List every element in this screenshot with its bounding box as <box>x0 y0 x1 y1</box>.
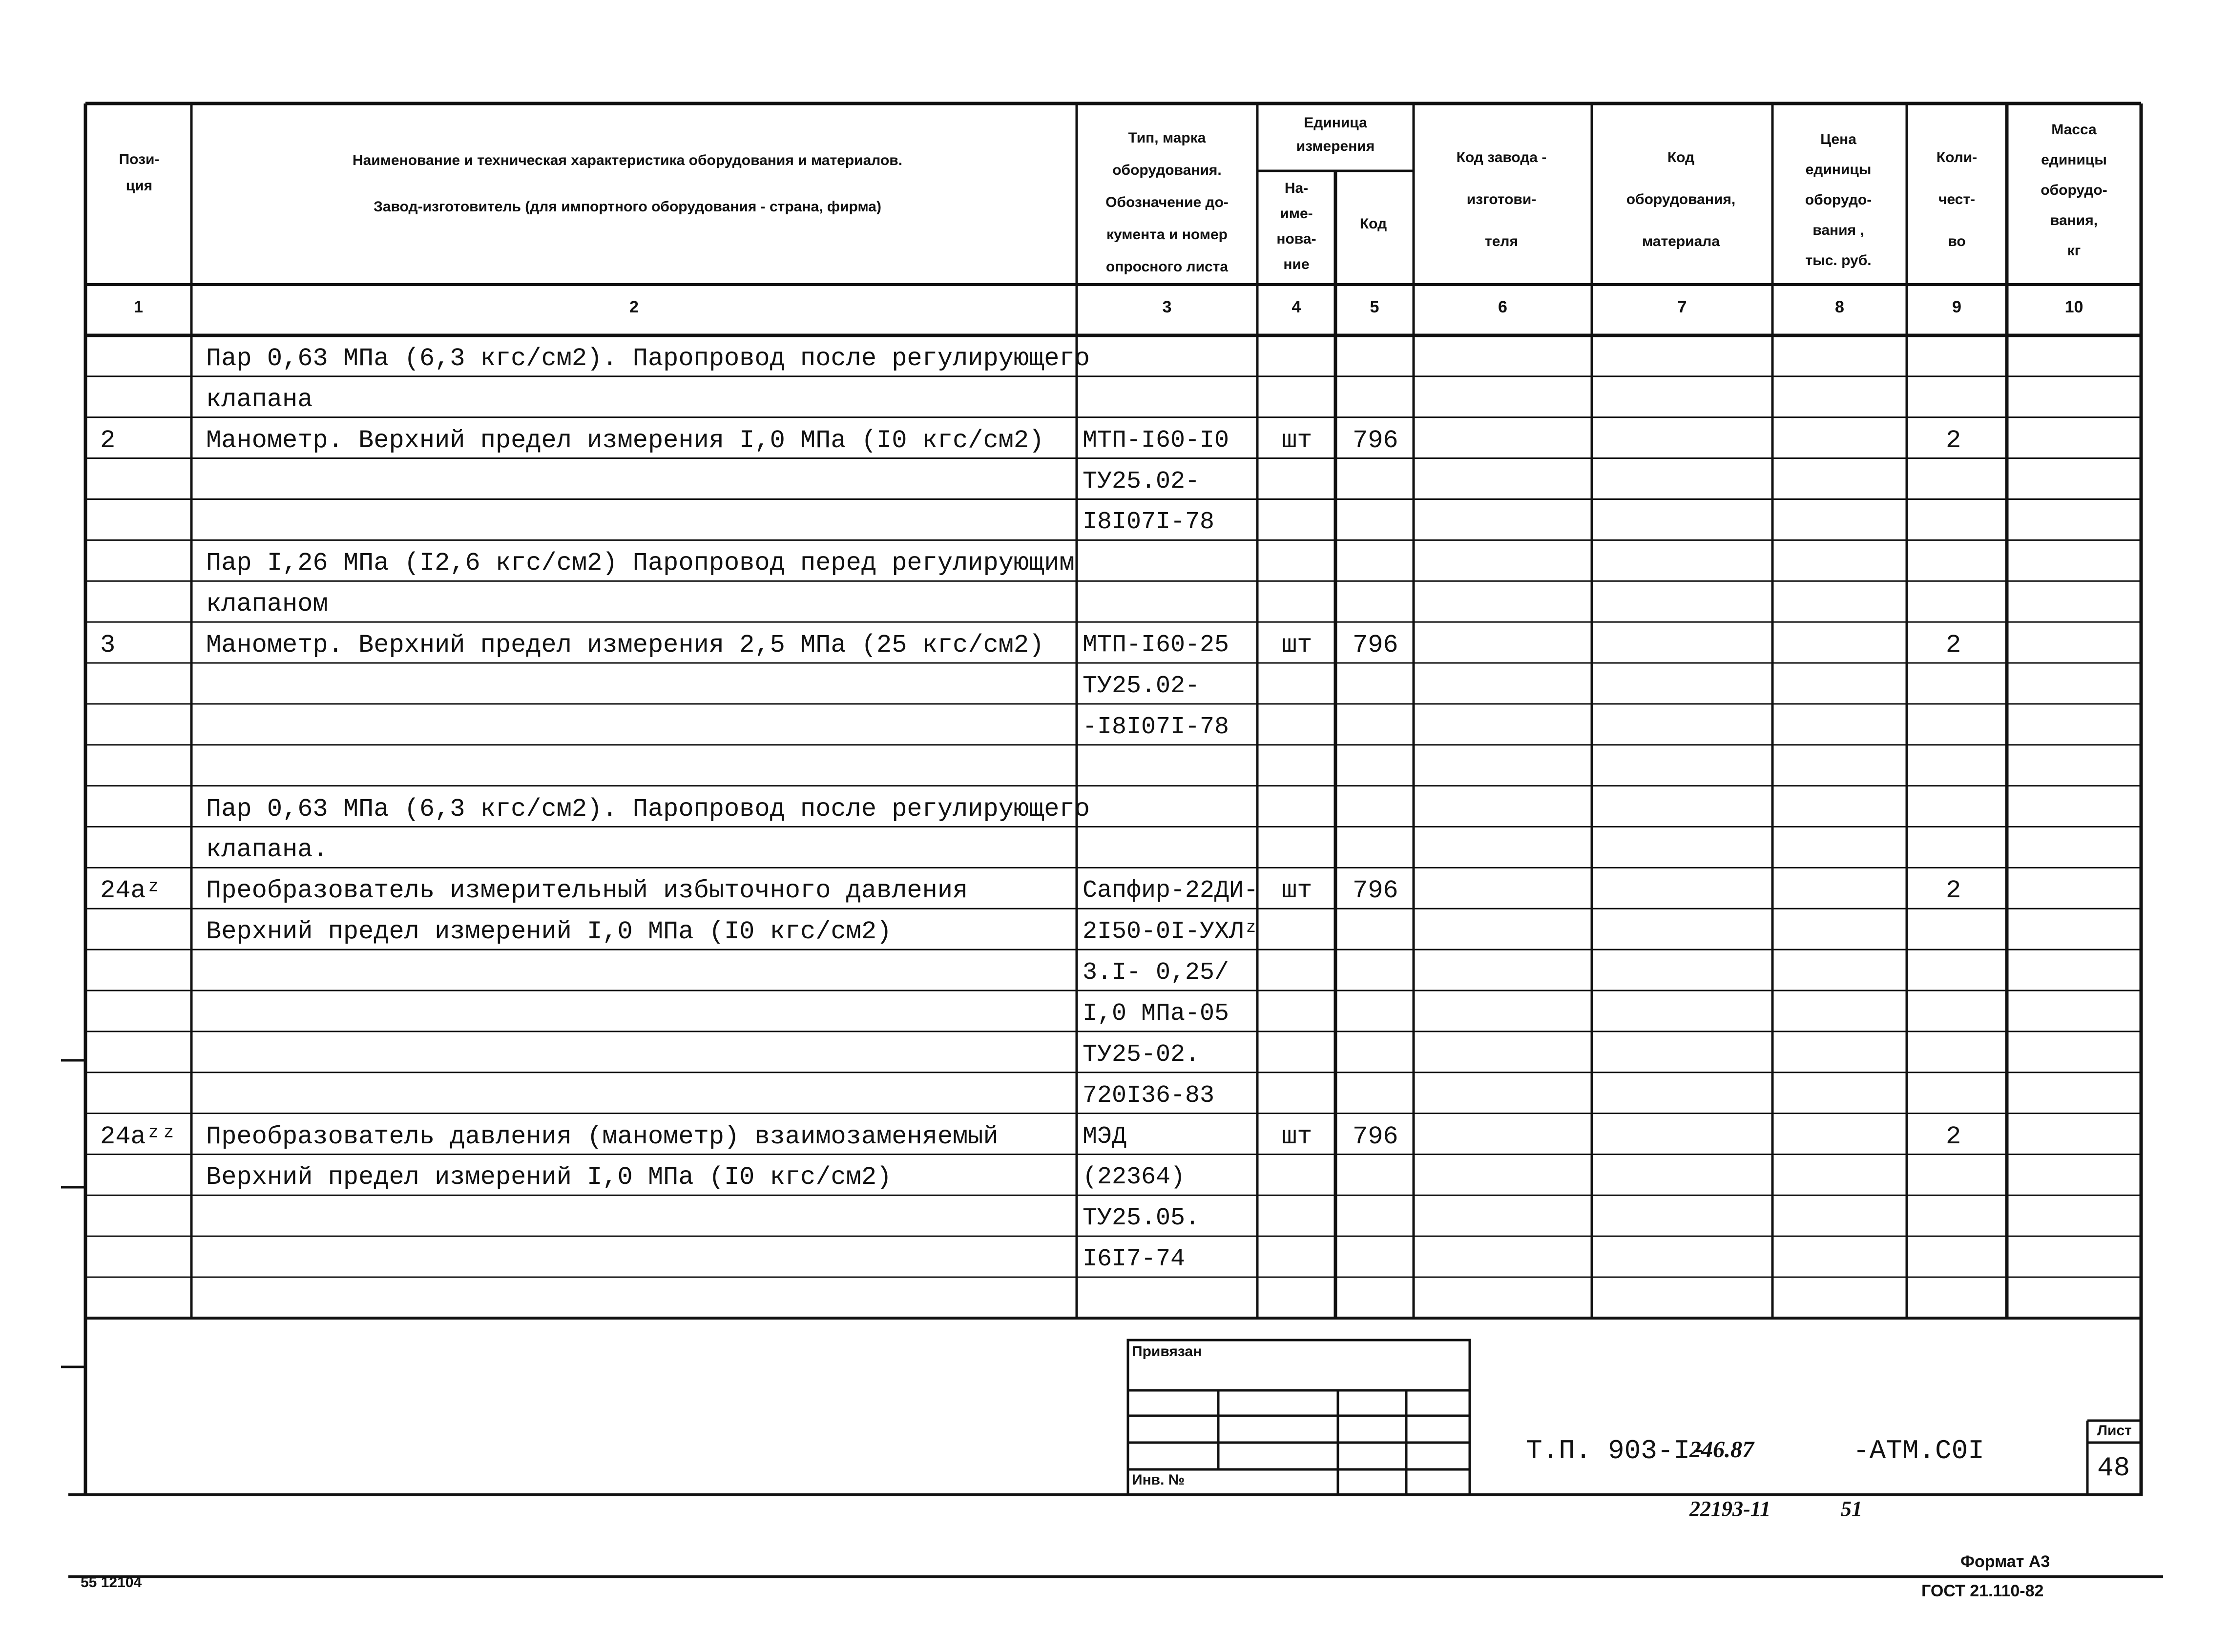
cell-type: I6I7-74 <box>1083 1245 1186 1274</box>
cell-name: Пар I,26 МПа (I2,6 кгс/см2) Паропровод перед регулирующим <box>206 549 1075 578</box>
cell-qty: 2 <box>1946 876 1961 906</box>
column-number: 1 <box>134 298 143 316</box>
cell-pos: 3 <box>100 631 116 660</box>
cell-name: клапана <box>206 385 313 414</box>
column-number: 7 <box>1677 298 1687 316</box>
cell-type: МТП-I60-25 <box>1083 631 1229 660</box>
header-mass: Масса единицы оборудо- вания, кг <box>2041 122 2107 259</box>
cell-code: 796 <box>1353 876 1398 906</box>
cell-type: 3.I- 0,25/ <box>1083 959 1229 987</box>
cell-unit: шт <box>1282 876 1312 906</box>
header-unit-code: Код <box>1359 216 1387 232</box>
document-code: Т.П. 903-I- <box>1526 1435 1707 1466</box>
column-number: 10 <box>2064 298 2083 316</box>
cell-pos: 24аᶻᶻ <box>100 1122 177 1151</box>
cell-type: 720I36-83 <box>1083 1081 1215 1110</box>
document-code-handwritten: 246.87 <box>1689 1437 1754 1463</box>
cell-code: 796 <box>1353 631 1398 660</box>
cell-type: -I8I07I-78 <box>1083 713 1229 741</box>
sheet-label: Лист <box>2097 1423 2132 1439</box>
cell-qty: 2 <box>1946 1122 1961 1151</box>
cell-type: ТУ25-02. <box>1083 1040 1200 1069</box>
column-number: 4 <box>1292 298 1301 316</box>
cell-unit: шт <box>1282 1122 1312 1151</box>
header-name-line1: Наименование и техническая характеристика оборудования и материалов. <box>352 152 903 168</box>
format-label: Формат А3 <box>1960 1552 2050 1571</box>
column-number: 8 <box>1835 298 1844 316</box>
cell-pos: 24аᶻ <box>100 876 161 906</box>
cell-qty: 2 <box>1946 426 1961 455</box>
linked-label: Привязан <box>1132 1343 1202 1360</box>
handwritten-note-2: 51 <box>1841 1497 1862 1521</box>
header-unit: Единица измерения <box>1296 115 1375 154</box>
header-factory-code: Код завода - изготови- теля <box>1456 149 1547 249</box>
cell-type: I,0 МПа-05 <box>1083 999 1229 1028</box>
header-equipment-code: Код оборудования, материала <box>1626 149 1736 249</box>
header-unit-name: На- име- нова- ние <box>1276 180 1316 272</box>
cell-unit: шт <box>1282 426 1312 455</box>
cell-type: Сапфир-22ДИ- <box>1083 877 1259 905</box>
cell-name: Преобразователь измерительный избыточного давления <box>206 876 968 906</box>
cell-code: 796 <box>1353 426 1398 455</box>
sheet-number: 48 <box>2097 1452 2130 1484</box>
cell-unit: шт <box>1282 631 1312 660</box>
cell-type: 2I50-0I-УХЛᶻ <box>1083 918 1259 946</box>
cell-type: (22364) <box>1083 1163 1186 1192</box>
bottom-left-code: 55 12104 <box>81 1574 142 1590</box>
handwritten-note-1: 22193-11 <box>1689 1497 1771 1521</box>
cell-name: Манометр. Верхний предел измерения I,0 МПа (I0 кгс/см2) <box>206 426 1044 455</box>
cell-type: МЭД <box>1083 1122 1127 1151</box>
column-number: 6 <box>1498 298 1507 316</box>
cell-pos: 2 <box>100 426 116 455</box>
cell-name: Пар 0,63 МПа (6,3 кгс/см2). Паропровод после регулирующего <box>206 344 1090 373</box>
header-price: Цена единицы оборудо- вания , тыс. руб. <box>1805 131 1872 268</box>
column-number: 2 <box>629 298 639 316</box>
standard-label: ГОСТ 21.110-82 <box>1921 1582 2044 1600</box>
cell-type: МТП-I60-I0 <box>1083 426 1229 454</box>
column-number: 5 <box>1370 298 1379 316</box>
cell-name: Манометр. Верхний предел измерения 2,5 МПа (25 кгс/см2) <box>206 631 1044 660</box>
header-name-line2: Завод-изготовитель (для импортного оборудования - страна, фирма) <box>374 199 881 215</box>
inventory-number-label: Инв. № <box>1132 1472 1185 1488</box>
cell-name: клапаном <box>206 590 328 619</box>
cell-type: ТУ25.05. <box>1083 1204 1200 1233</box>
cell-type: ТУ25.02- <box>1083 672 1200 700</box>
cell-code: 796 <box>1353 1122 1398 1151</box>
column-number: 9 <box>1952 298 1961 316</box>
cell-type: I8I07I-78 <box>1083 508 1215 537</box>
cell-name: Пар 0,63 МПа (6,3 кгс/см2). Паропровод после регулирующего <box>206 794 1090 824</box>
cell-type: ТУ25.02- <box>1083 467 1200 496</box>
cell-name: Преобразователь давления (манометр) взаимозаменяемый <box>206 1122 999 1151</box>
column-number: 3 <box>1162 298 1172 316</box>
header-position: Пози- ция <box>119 151 160 194</box>
cell-name: Верхний предел измерений I,0 МПа (I0 кгс/см2) <box>206 917 892 947</box>
cell-name: клапана. <box>206 835 328 865</box>
header-type: Тип, марка оборудования. Обозначение до- кумента и номер опросного листа <box>1105 130 1229 275</box>
header-quantity: Коли- чест- во <box>1936 149 1978 249</box>
cell-qty: 2 <box>1946 631 1961 660</box>
document-suffix: -АТМ.С0I <box>1853 1435 1984 1466</box>
cell-name: Верхний предел измерений I,0 МПа (I0 кгс/см2) <box>206 1163 892 1192</box>
